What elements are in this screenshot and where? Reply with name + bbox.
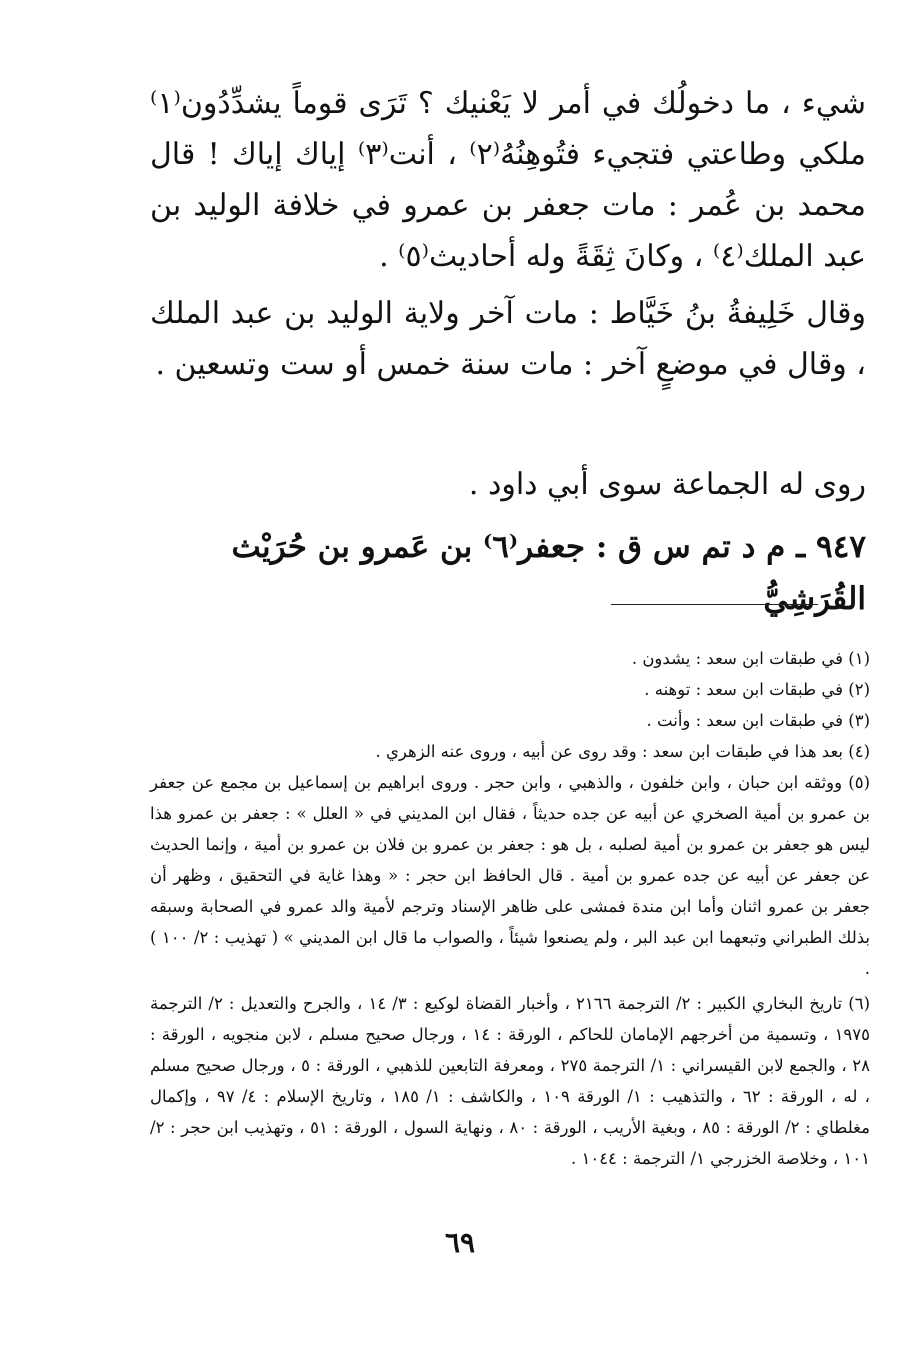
- body-paragraph-3: [150, 459, 866, 510]
- body-paragraph-1: [150, 78, 866, 282]
- footnote-6: (٦) تاريخ البخاري الكبير : ٢/ الترجمة ٢١٦٦ ، وأخبار القضاة لوكيع : ٣/ ١٤ ، والجرح والتعديل : ٢/ الترجمة ١٩٧٥ ، وتسمية من أخرجهم الإمامان للحاكم ، الورقة : ١٤ ، ورجال صحيح مسلم ، لابن منجويه ، الورقة : ٢٨ ، والجمع لابن القيسراني : ١/ الترجمة ٢٧٥ ، ومعرفة التابعين للذهبي ، الورقة : ٥ ، ورجال صحيح مسلم ، له ، الورقة : ٦٢ ، والتذهيب : ١/ الورقة ١٠٩ ، والكاشف : ١/ ١٨٥ ، وتاريخ الإسلام : ٤/ ٩٧ ، وإكمال مغلطاي : ٢/ الورقة : ٨٥ ، وبغية الأريب ، الورقة : ٨٠ ، ونهاية السول ، الورقة : ٥١ ، وتهذيب ابن حجر : ٢/ ١٠١ ، وخلاصة الخزرجي ١/ الترجمة : ١٠٤٤ .: [150, 994, 871, 1168]
- paragraph-text: وقال خَلِيفةُ بنُ خَيَّاط : مات آخر ولاية الوليد بن عبد الملك ، وقال في موضعٍ آخر : مات سنة خمس أو ست وتسعين .: [150, 296, 866, 382]
- footnote-3: (٣) في طبقات ابن سعد : وأنت .: [646, 711, 870, 730]
- footnotes-block-2: [150, 988, 870, 1174]
- paragraph-text: شيء ، ما دخولُك في أمر لا يَعْنيك ؟ تَرَى قوماً يشدِّدُون⁽١⁾ ملكي وطاعتي فتجيء فتُوهِنُهُ⁽٢⁾ ، أنت⁽٣⁾ إياك إياك ! قال محمد بن عُمر : مات جعفر بن عمرو في خلافة الوليد بن عبد الملك⁽٤⁾ ، وكانَ ثِقَةً وله أحاديث⁽٥⁾ .: [150, 86, 867, 274]
- page-number: ٦٩: [444, 1226, 476, 1259]
- entry-heading: ٩٤٧ ـ م د تم س ق : جعفر⁽٦⁾ بن عَمرو بن حُرَيْث القُرَشِيُّ: [231, 529, 866, 617]
- footnote-2: (٢) في طبقات ابن سعد : توهنه .: [644, 680, 870, 699]
- footnote-divider: [611, 604, 818, 605]
- footnote-5: (٥) ووثقه ابن حبان ، وابن خلفون ، والذهبي ، وابن حجر . وروى ابراهيم بن إسماعيل بن مجمع عن جعفر بن عمرو بن أمية الصخري عن أبيه عن جده حديثاً ، فقال ابن المديني في « العلل » : جعفر بن عمرو هذا ليس هو جعفر بن عمرو بن أمية لصلبه ، بل هو : جعفر بن عمرو بن فلان بن عمرو بن أمية ، وإنما الحديث عن جعفر عن أبيه عن جده عمرو بن أمية . قال الحافظ ابن حجر : « وهذا غاية في التحقيق ، وظهر أن جعفر بن عمرو اثنان وأما ابن مندة فمشى على ظاهر الإسناد وترجم لأمية والد عمرو في الصحابة وسبقه بذلك الطبراني وتبعهما ابن عبد البر ، ولم يصنعوا شيئاً ، والصواب ما قال ابن المديني » ( تهذيب : ٢/ ١٠٠ ) .: [150, 773, 870, 978]
- footnote-4: (٤) بعد هذا في طبقات ابن سعد : وقد روى عن أبيه ، وروى عنه الزهري .: [375, 742, 870, 761]
- footnote-1: (١) في طبقات ابن سعد : يشدون .: [631, 649, 870, 668]
- paragraph-text: روى له الجماعة سوى أبي داود .: [468, 467, 866, 502]
- body-paragraph-2: [150, 288, 866, 390]
- footnotes-block: [150, 643, 870, 984]
